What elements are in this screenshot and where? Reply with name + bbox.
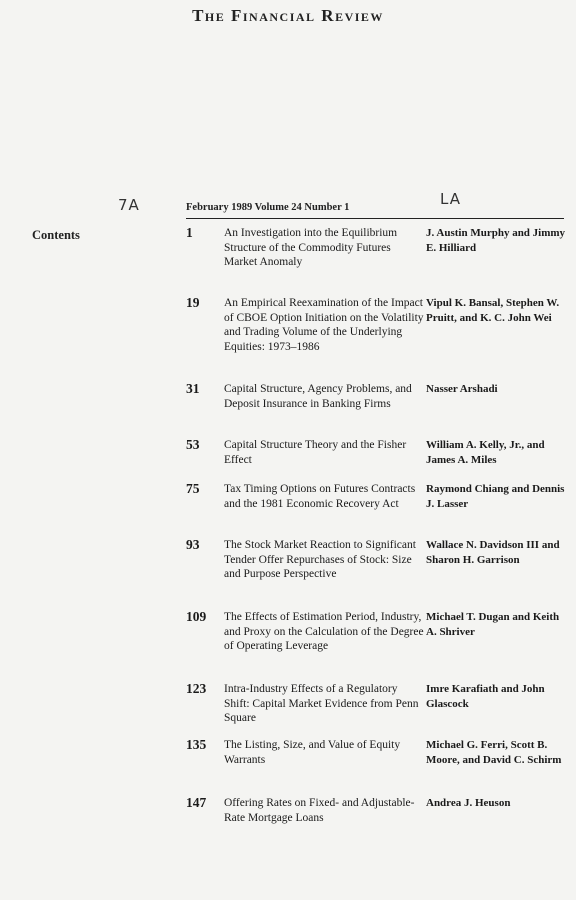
entry-authors: Michael G. Ferri, Scott B. Moore, and David C. Schirm xyxy=(426,739,562,766)
entry-authors: William A. Kelly, Jr., and James A. Miles xyxy=(426,439,545,466)
entry-title: Offering Rates on Fixed- and Adjustable-Rate Mortgage Loans xyxy=(224,797,415,824)
handwritten-note-right: LA xyxy=(440,190,461,208)
journal-title: The Financial Review xyxy=(192,6,384,25)
entry-authors: Imre Karafiath and John Glascock xyxy=(426,683,545,710)
entry-authors: Nasser Arshadi xyxy=(426,383,498,395)
handwritten-note-left: 7A xyxy=(118,196,140,214)
contents-entry xyxy=(186,796,566,825)
entry-page: 19 xyxy=(186,295,200,310)
entry-authors: Raymond Chiang and Dennis J. Lasser xyxy=(426,483,565,510)
contents-label: Contents xyxy=(32,228,80,242)
entry-title: An Empirical Reexamination of the Impact of CBOE Option Initiation on the Volatility and Trading Volume of the Underlying Equities: 1973–1986 xyxy=(224,297,424,354)
entry-page: 123 xyxy=(186,681,207,696)
entry-page: 109 xyxy=(186,609,207,624)
contents-entry xyxy=(186,610,566,654)
contents-entry xyxy=(186,482,566,511)
entry-authors: Wallace N. Davidson III and Sharon H. Garrison xyxy=(426,539,560,566)
contents-entry xyxy=(186,738,566,767)
entry-page: 147 xyxy=(186,795,207,810)
header-rule xyxy=(186,218,564,219)
entry-title: Capital Structure Theory and the Fisher Effect xyxy=(224,439,407,466)
entry-page: 135 xyxy=(186,737,207,752)
entry-title: The Listing, Size, and Value of Equity Warrants xyxy=(224,739,401,766)
entry-title: The Effects of Estimation Period, Industry, and Proxy on the Calculation of the Degree of Operating Leverage xyxy=(224,611,424,653)
entry-page: 53 xyxy=(186,437,200,452)
entry-authors: Andrea J. Heuson xyxy=(426,797,511,809)
issue-info: February 1989 Volume 24 Number 1 xyxy=(186,202,350,213)
contents-entry xyxy=(186,382,566,411)
contents-entry xyxy=(186,296,566,355)
entry-authors: Vipul K. Bansal, Stephen W. Pruitt, and K. C. John Wei xyxy=(426,297,560,324)
contents-entry xyxy=(186,226,566,270)
contents-entry xyxy=(186,438,566,467)
entry-page: 1 xyxy=(186,225,193,240)
contents-entry xyxy=(186,682,566,726)
entry-title: Intra-Industry Effects of a Regulatory Shift: Capital Market Evidence from Penn Square xyxy=(224,683,419,725)
contents-entry xyxy=(186,538,566,582)
entry-title: Tax Timing Options on Futures Contracts and the 1981 Economic Recovery Act xyxy=(224,483,416,510)
entry-page: 31 xyxy=(186,381,200,396)
entry-authors: J. Austin Murphy and Jimmy E. Hilliard xyxy=(426,227,566,254)
entry-title: Capital Structure, Agency Problems, and Deposit Insurance in Banking Firms xyxy=(224,383,412,410)
entry-authors: Michael T. Dugan and Keith A. Shriver xyxy=(426,611,560,638)
entry-title: The Stock Market Reaction to Significant Tender Offer Repurchases of Stock: Size and Purpose Perspective xyxy=(224,539,416,581)
entry-page: 93 xyxy=(186,537,200,552)
entry-page: 75 xyxy=(186,481,200,496)
entry-title: An Investigation into the Equilibrium Structure of the Commodity Futures Market Anomaly xyxy=(224,227,398,269)
